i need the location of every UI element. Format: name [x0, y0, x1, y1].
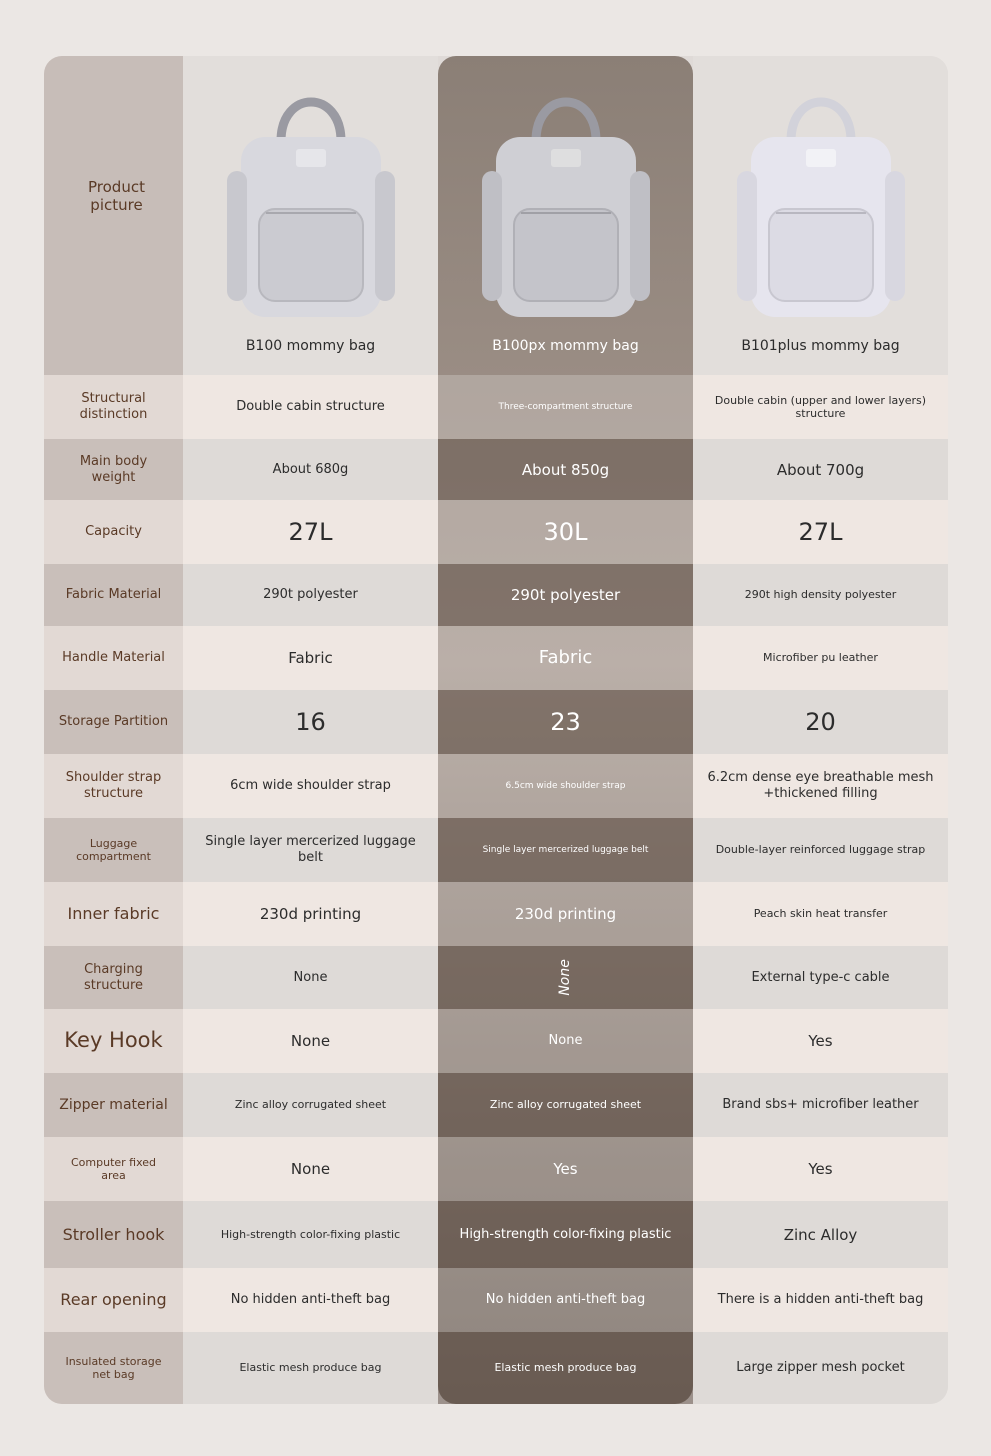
backpack-image [211, 79, 411, 324]
value-cell: Yes [693, 1009, 948, 1073]
value-cell: None [438, 1009, 693, 1073]
value-cell: 30L [438, 500, 693, 564]
value-cell: Double cabin structure [183, 375, 438, 439]
row-label: Capacity [44, 500, 183, 564]
row-luggage-compartment [44, 818, 948, 882]
comparison-table [44, 56, 948, 1404]
row-inner-fabric [44, 882, 948, 946]
product-name: B101plus mommy bag [741, 338, 900, 355]
value-cell: 230d printing [183, 882, 438, 946]
value-cell: 27L [693, 500, 948, 564]
value-cell: Single layer mercerized luggage belt [438, 818, 693, 882]
product-cell-b100 [183, 56, 438, 375]
row-key-hook [44, 1009, 948, 1073]
row-rear-opening [44, 1268, 948, 1332]
value-cell: Brand sbs+ microfiber leather [693, 1073, 948, 1137]
value-cell: Three-compartment structure [438, 375, 693, 439]
value-cell: 230d printing [438, 882, 693, 946]
value-cell: 6cm wide shoulder strap [183, 754, 438, 818]
value-cell: Zinc alloy corrugated sheet [183, 1073, 438, 1137]
row-label: Zipper material [44, 1073, 183, 1137]
row-handle-material [44, 626, 948, 690]
product-name: B100 mommy bag [245, 338, 376, 355]
value-cell: About 850g [438, 439, 693, 500]
value-cell: 16 [183, 690, 438, 754]
value-cell: Elastic mesh produce bag [183, 1332, 438, 1404]
value-cell: There is a hidden anti-theft bag [693, 1268, 948, 1332]
value-cell [438, 946, 693, 1009]
value-cell: Microfiber pu leather [693, 626, 948, 690]
row-structural-distinction [44, 375, 948, 439]
value-cell: Double-layer reinforced luggage strap [693, 818, 948, 882]
product-picture-row [44, 56, 948, 375]
row-label: Main body weight [44, 439, 183, 500]
value-cell: Peach skin heat transfer [693, 882, 948, 946]
row-capacity [44, 500, 948, 564]
value-text: None [557, 959, 574, 996]
row-label: Inner fabric [44, 882, 183, 946]
row-label: Rear opening [44, 1268, 183, 1332]
value-cell: Fabric [438, 626, 693, 690]
value-cell: Large zipper mesh pocket [693, 1332, 948, 1404]
row-stroller-hook [44, 1201, 948, 1268]
value-cell: None [183, 1009, 438, 1073]
value-cell: Single layer mercerized luggage belt [183, 818, 438, 882]
product-cell-b101plus [693, 56, 948, 375]
value-cell: About 680g [183, 439, 438, 500]
value-cell: Zinc Alloy [693, 1201, 948, 1268]
value-cell: 27L [183, 500, 438, 564]
row-label: Charging structure [44, 946, 183, 1009]
backpack-image [721, 79, 921, 324]
value-cell: High-strength color-fixing plastic [438, 1201, 693, 1268]
value-cell: 290t polyester [438, 564, 693, 626]
value-cell: 6.5cm wide shoulder strap [438, 754, 693, 818]
product-cell-b100px [438, 56, 693, 375]
row-insulated-storage-net-bag [44, 1332, 948, 1404]
row-shoulder-strap-structure [44, 754, 948, 818]
row-charging-structure [44, 946, 948, 1009]
row-label: Shoulder strap structure [44, 754, 183, 818]
value-cell: No hidden anti-theft bag [183, 1268, 438, 1332]
value-cell: Zinc alloy corrugated sheet [438, 1073, 693, 1137]
value-cell: High-strength color-fixing plastic [183, 1201, 438, 1268]
row-label: Luggage compartment [44, 818, 183, 882]
value-cell: Fabric [183, 626, 438, 690]
value-cell: 23 [438, 690, 693, 754]
row-label: Key Hook [44, 1009, 183, 1073]
row-computer-fixed-area [44, 1137, 948, 1201]
row-main-body-weight [44, 439, 948, 500]
row-label: Insulated storage net bag [44, 1332, 183, 1404]
value-cell: About 700g [693, 439, 948, 500]
value-cell: Yes [438, 1137, 693, 1201]
value-cell: External type-c cable [693, 946, 948, 1009]
value-cell: Elastic mesh produce bag [438, 1332, 693, 1404]
value-cell: None [183, 1137, 438, 1201]
value-cell: No hidden anti-theft bag [438, 1268, 693, 1332]
value-cell: None [183, 946, 438, 1009]
value-cell: 20 [693, 690, 948, 754]
backpack-image [466, 79, 666, 324]
row-label: Storage Partition [44, 690, 183, 754]
row-label: Computer fixed area [44, 1137, 183, 1201]
value-cell: Double cabin (upper and lower layers) structure [693, 375, 948, 439]
row-label: Handle Material [44, 626, 183, 690]
row-label: Product picture [44, 56, 183, 375]
row-storage-partition [44, 690, 948, 754]
value-cell: Yes [693, 1137, 948, 1201]
row-label: Fabric Material [44, 564, 183, 626]
row-label: Structural distinction [44, 375, 183, 439]
row-zipper-material [44, 1073, 948, 1137]
row-fabric-material [44, 564, 948, 626]
row-label: Stroller hook [44, 1201, 183, 1268]
value-cell: 290t polyester [183, 564, 438, 626]
value-cell: 6.2cm dense eye breathable mesh +thickened filling [693, 754, 948, 818]
product-name: B100px mommy bag [492, 338, 639, 355]
value-cell: 290t high density polyester [693, 564, 948, 626]
